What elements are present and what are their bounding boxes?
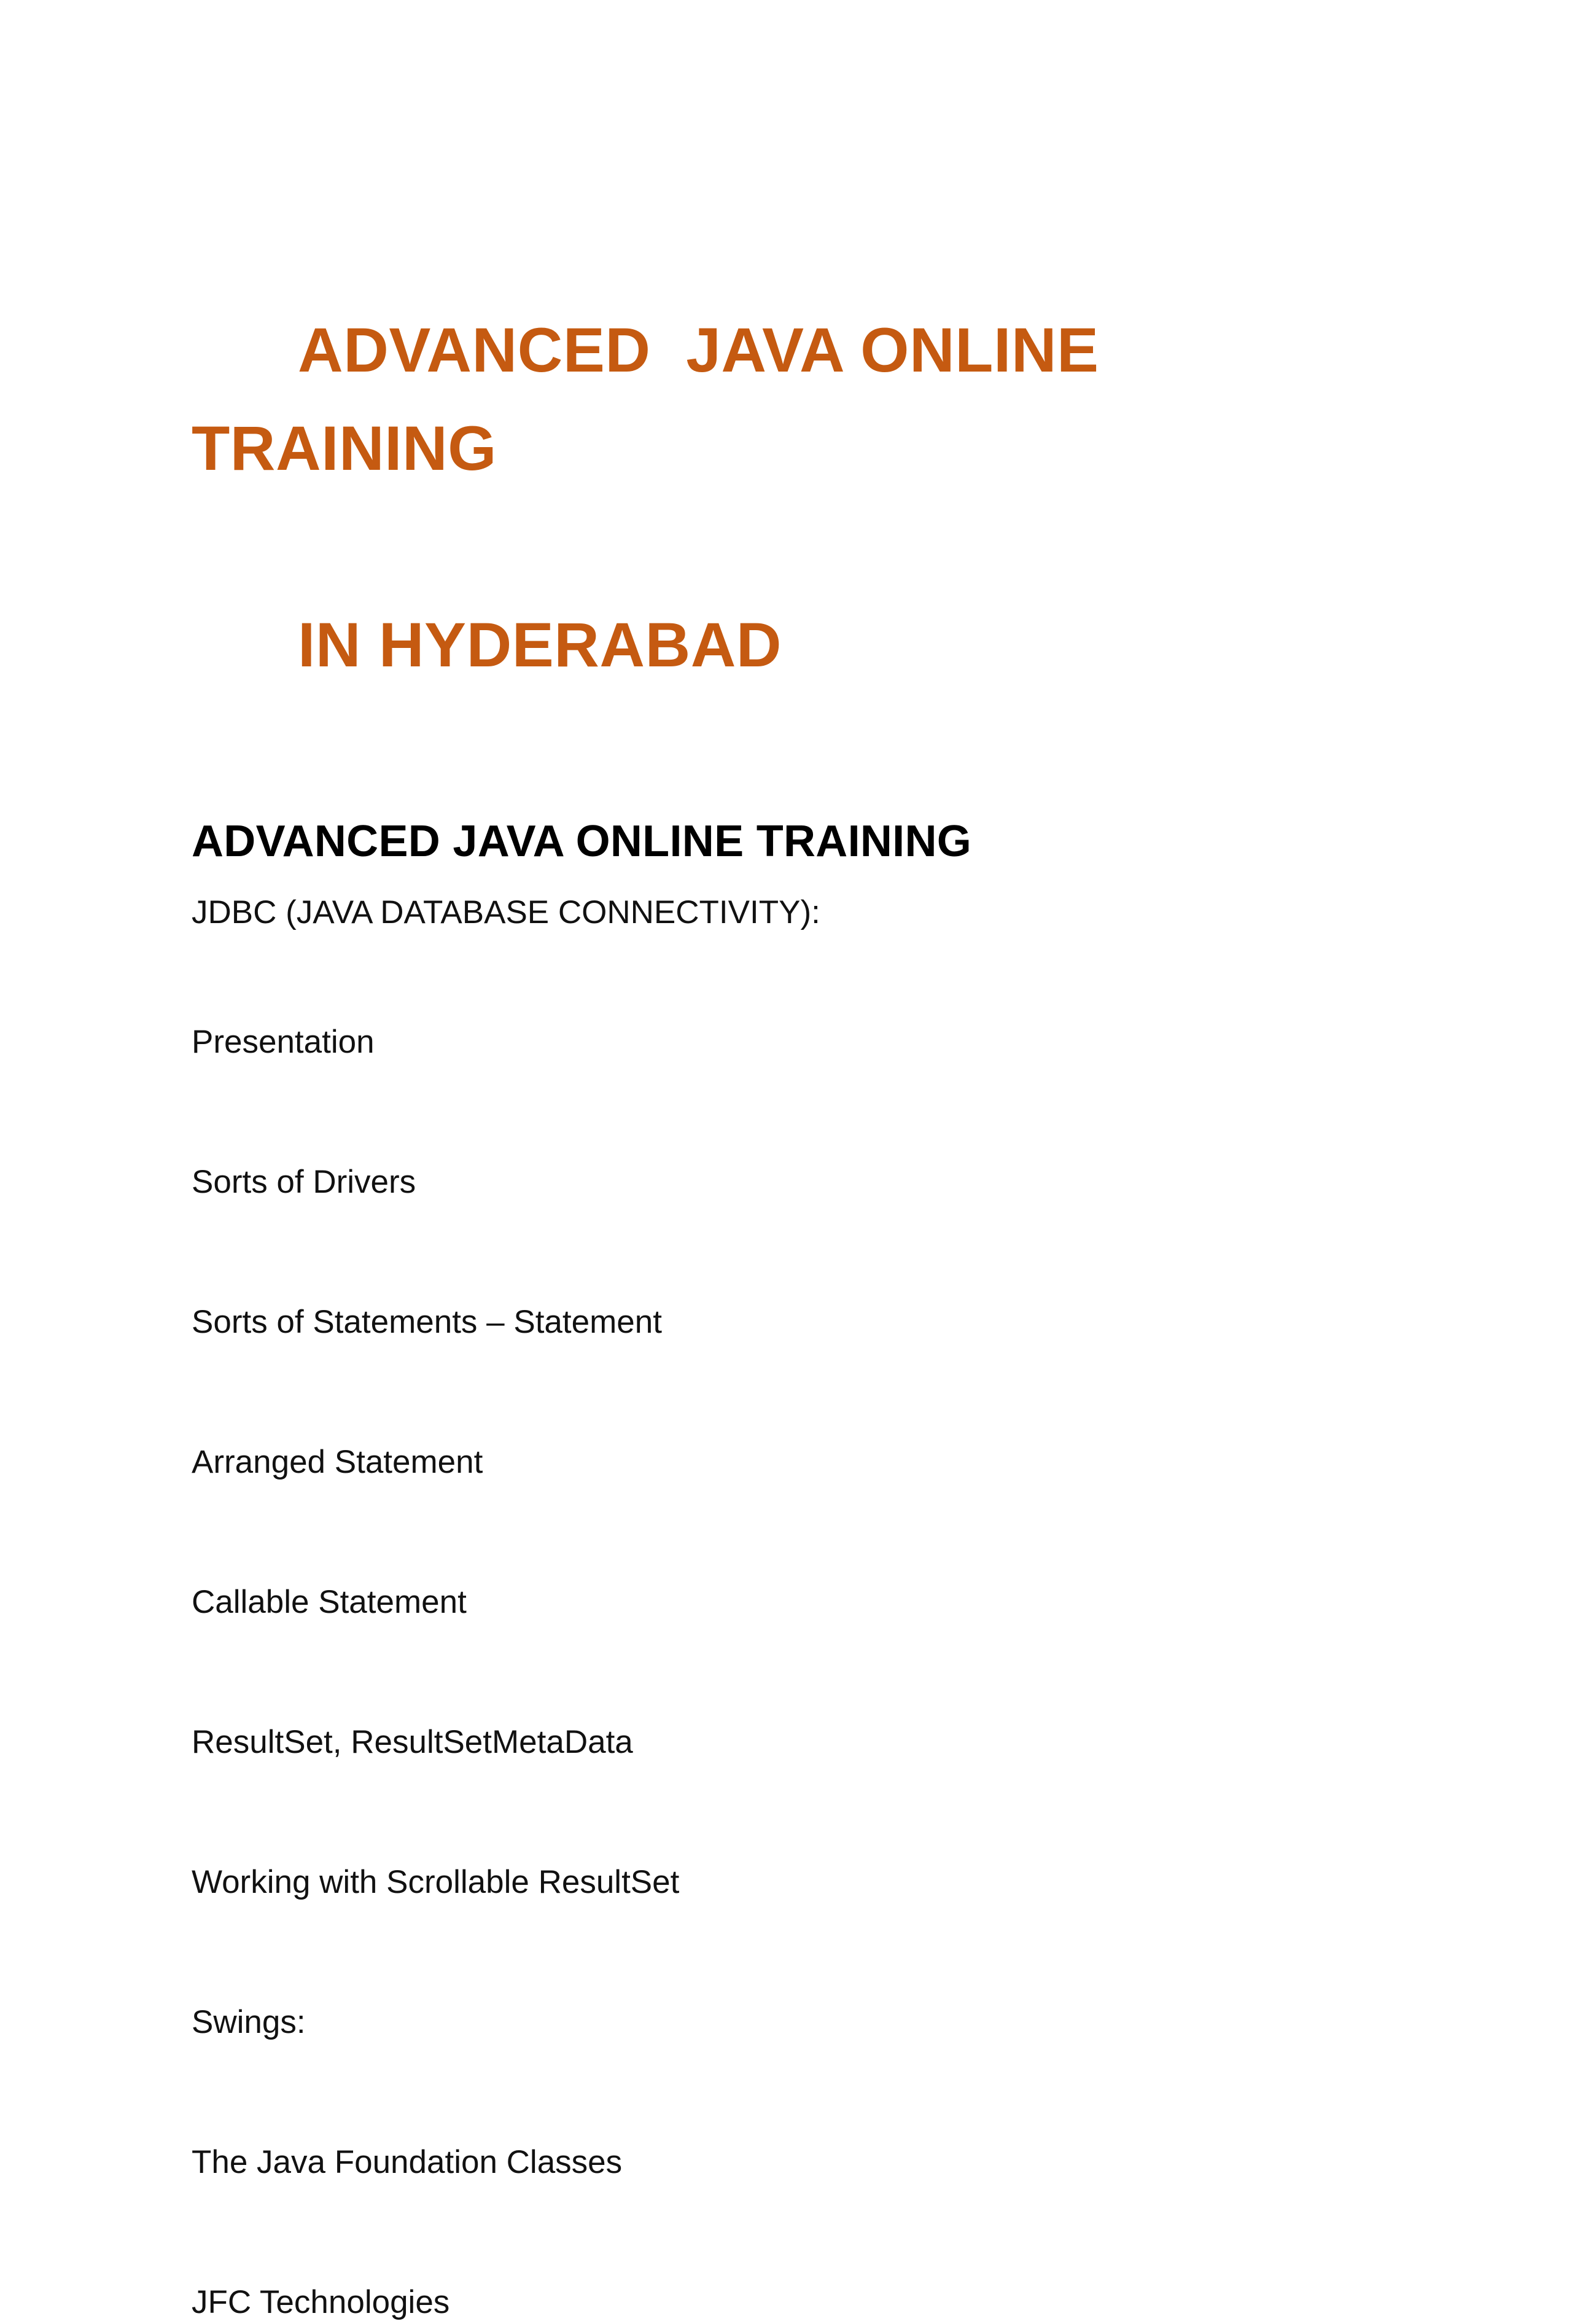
list-item: Working with Scrollable ResultSet <box>192 1864 680 1900</box>
list-item: Presentation <box>192 1024 375 1060</box>
section-heading: JDBC (JAVA DATABASE CONNECTIVITY): <box>192 894 820 930</box>
title-line-2: IN HYDERABAD <box>298 610 782 680</box>
list-item: Callable Statement <box>192 1584 467 1620</box>
list-item: Swings: <box>192 2004 306 2040</box>
list-item: JFC Technologies <box>192 2284 450 2320</box>
list-item: Sorts of Statements – Statement <box>192 1304 662 1340</box>
list-item: The Java Foundation Classes <box>192 2144 623 2180</box>
document-title <box>192 203 1420 792</box>
document-subtitle: ADVANCED JAVA ONLINE TRAINING <box>192 817 972 866</box>
list-item: Sorts of Drivers <box>192 1164 416 1200</box>
list-item: Arranged Statement <box>192 1444 483 1480</box>
title-line-1: ADVANCED JAVA ONLINE TRAINING <box>192 315 1117 483</box>
list-item: ResultSet, ResultSetMetaData <box>192 1724 633 1760</box>
document-content <box>192 203 1420 2324</box>
topic-list <box>192 1021 1420 2324</box>
